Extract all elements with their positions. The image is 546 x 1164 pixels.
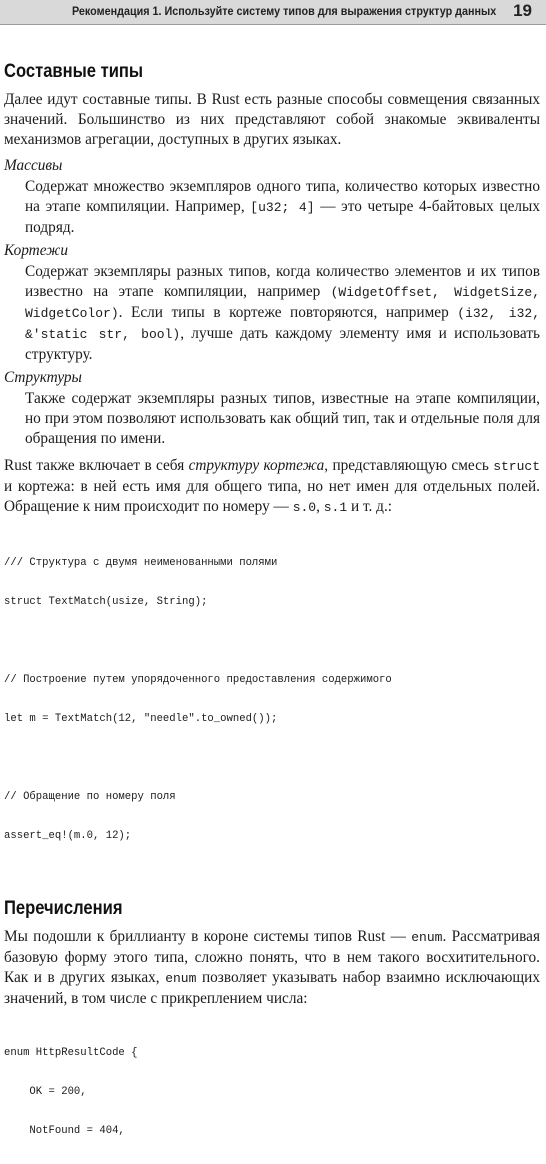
running-header-title: Рекомендация 1. Используйте систему типов для выражения структур данных: [72, 5, 497, 18]
code-struct-keyword: struct: [493, 459, 540, 474]
intro-paragraph: Далее идут составные типы. В Rust есть разные способы совмещения связанных значений. Большинство из них представляют собой знакомые эквиваленты механизмов агрегации, доступных в других языках.: [4, 91, 540, 148]
enums-text-2: . Рассматривая базовую форму этого типа, сложно понять, что в нем такого восхитительного. Как и в других языках,: [4, 928, 540, 986]
code-line: // Обращение по номеру поля: [4, 791, 176, 803]
def-arrays-text-a: Содержат множество экземпляров одного типа, количество которых известно на этапе компиляции. Например,: [25, 178, 540, 215]
running-header: [0, 0, 546, 25]
code-line: struct TextMatch(usize, String);: [4, 596, 208, 608]
term-arrays: Массивы: [4, 157, 63, 174]
code-line: let m = TextMatch(12, "needle".to_owned());: [4, 713, 278, 725]
code-block-enum: [4, 1021, 540, 1164]
code-enum-keyword-2: enum: [165, 971, 197, 986]
tuple-struct-text-5: и т. д.:: [347, 498, 393, 515]
def-tuples-text-b: . Если типы в кортеже повторяются, например: [118, 304, 458, 321]
def-arrays-text-b: — это четыре 4-байтовых целых подряд.: [25, 198, 540, 236]
code-line: // Построение путем упорядоченного предоставления содержимого: [4, 674, 392, 686]
code-repeat-tuple: (i32, i32, &'static str, bool): [25, 306, 541, 342]
heading-enums: Перечисления: [4, 897, 123, 919]
def-arrays: [25, 177, 540, 238]
tuple-struct-paragraph: [4, 456, 540, 518]
page-content: [4, 60, 540, 1164]
code-line: OK = 200,: [4, 1086, 87, 1098]
tuple-struct-text-2: , представляющую смесь: [324, 457, 494, 474]
term-structs: Структуры: [4, 369, 82, 386]
code-line: enum HttpResultCode {: [4, 1047, 138, 1059]
code-line: assert_eq!(m.0, 12);: [4, 830, 132, 842]
code-s1: s.1: [323, 500, 348, 515]
heading-composite-types: Составные типы: [4, 60, 144, 82]
term-tuples: Кортежи: [4, 242, 69, 259]
tuple-struct-text-4: ,: [316, 498, 324, 515]
code-u32-array: [u32; 4]: [250, 200, 315, 215]
code-s0: s.0: [292, 500, 317, 515]
code-line: /// Структура с двумя неименованными полями: [4, 557, 278, 569]
code-enum-keyword: enum: [411, 930, 443, 945]
tuple-struct-term: структуру кортежа: [188, 457, 325, 474]
def-tuples-text-a: Содержат экземпляры разных типов, когда количество элементов и их типов известно на этапе компиляции, например: [25, 263, 540, 300]
enums-text-1: Мы подошли к бриллианту в короне системы типов Rust —: [4, 928, 412, 945]
def-tuples: [25, 262, 540, 365]
code-line-blank: [4, 752, 540, 765]
code-line: NotFound = 404,: [4, 1125, 125, 1137]
enums-paragraph: [4, 927, 540, 1009]
code-block-tuple-struct: [4, 531, 540, 869]
code-widget-tuple: (WidgetOffset, WidgetSize, WidgetColor): [25, 285, 540, 321]
code-line-blank: [4, 635, 540, 648]
page-number: 19: [513, 1, 532, 20]
tuple-struct-text-3: и кортежа: в ней есть имя для общего типа, но нет имен для отдельных полей. Обращение к ним происходит по номеру —: [4, 478, 540, 515]
def-tuples-text-c: , лучше дать каждому элементу имя и использовать структуру.: [25, 325, 540, 363]
def-structs: Также содержат экземпляры разных типов, известные на этапе компиляции, но при этом позволяют использовать как общий тип, так и отдельные поля для обращения по имени.: [25, 390, 540, 447]
tuple-struct-text-1: Rust также включает в себя: [4, 457, 189, 474]
enums-text-3: позволяет указывать набор взаимно исключающих значений, в том числе с прикреплением числа:: [4, 969, 540, 1007]
